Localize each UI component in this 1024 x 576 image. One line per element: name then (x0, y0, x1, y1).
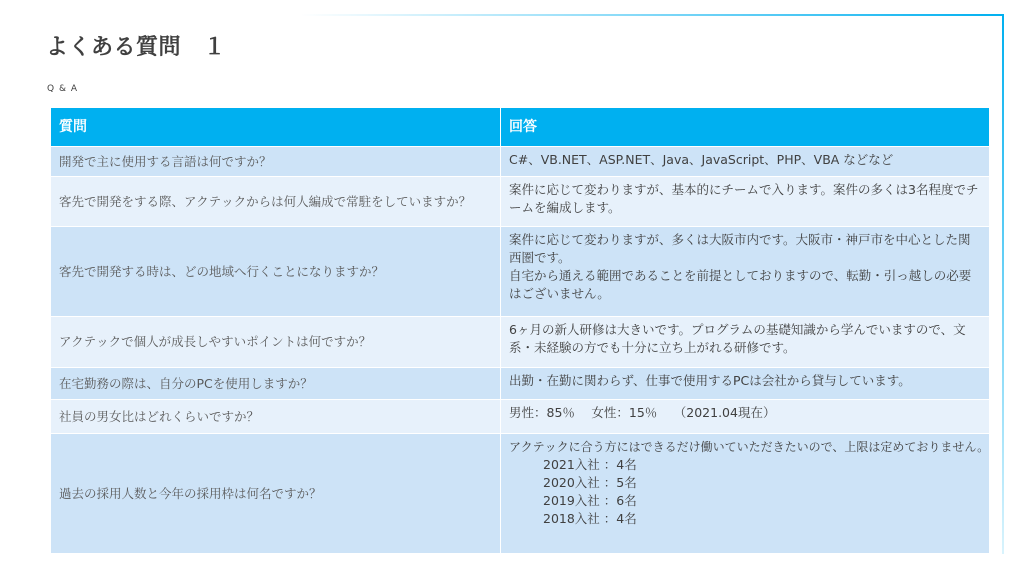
answer-cell (501, 317, 990, 368)
answer-cell (501, 147, 990, 177)
answer-cell (501, 177, 990, 227)
answer-text: 出勤・在勤に関わらず、仕事で使用するPCは会社から貸与しています。 (509, 373, 911, 388)
table-row (51, 227, 990, 317)
question-cell: 開発で主に使用する言語は何ですか？ (51, 147, 501, 177)
answer-text: 案件に応じて変わりますが、多くは大阪市内です。大阪市・神戸市を中心とした関西圏です。 (509, 232, 971, 265)
table-row (51, 434, 990, 554)
decorative-right-line (1002, 14, 1004, 554)
answer-text: 自宅から通える範囲であることを前提としておりますので、転勤・引っ越しの必要はございません。 (509, 268, 972, 301)
answer-text: 6ヶ月の新人研修は大きいです。プログラムの基礎知識から学んでいますので、文系・未経験の方でも十分に立ち上がれる研修です。 (509, 322, 966, 355)
answer-subline: 2018入社 ：4名 (543, 511, 637, 526)
decorative-top-line (300, 14, 1004, 16)
page-title: よくある質問 １ (46, 35, 227, 60)
answer-subline: 2019入社 ：6名 (543, 493, 637, 508)
question-cell: 在宅勤務の際は、自分のPCを使用しますか？ (51, 368, 501, 400)
answer-subline: 2021入社 ：4名 (543, 457, 637, 472)
table-row (51, 317, 990, 368)
table-header-row (51, 108, 990, 147)
answer-subline: 2020入社 ：5名 (543, 475, 637, 490)
table-row (51, 177, 990, 227)
answer-cell (501, 227, 990, 317)
page-subtitle: Q & A (47, 84, 78, 94)
answer-text: C#、VB.NET、ASP.NET、Java、JavaScript、PHP、VBA などなど (509, 152, 894, 167)
question-cell: 社員の男女比はどれくらいですか？ (51, 400, 501, 434)
table-row (51, 147, 990, 177)
question-cell: アクテックで個人が成長しやすいポイントは何ですか？ (51, 317, 501, 368)
header-answer: 回答 (501, 108, 990, 147)
answer-text: アクテックに合う方にはできるだけ働いていただきたいので、上限は定めておりません。 (509, 440, 990, 454)
faq-table (50, 107, 990, 554)
table-row (51, 368, 990, 400)
answer-cell (501, 434, 990, 554)
table-row (51, 400, 990, 434)
header-question: 質問 (51, 108, 501, 147)
question-cell: 客先で開発をする際、アクテックからは何人編成で常駐をしていますか？ (51, 177, 501, 227)
answer-text: 案件に応じて変わりますが、基本的にチームで入ります。案件の多くは3名程度でチームを編成します。 (509, 182, 979, 215)
question-cell: 客先で開発する時は、どの地域へ行くことになりますか？ (51, 227, 501, 317)
answer-cell (501, 400, 990, 434)
answer-text: 男性：85％ 女性：15％ （2021.04現在） (509, 405, 776, 420)
question-cell: 過去の採用人数と今年の採用枠は何名ですか？ (51, 434, 501, 554)
answer-cell (501, 368, 990, 400)
